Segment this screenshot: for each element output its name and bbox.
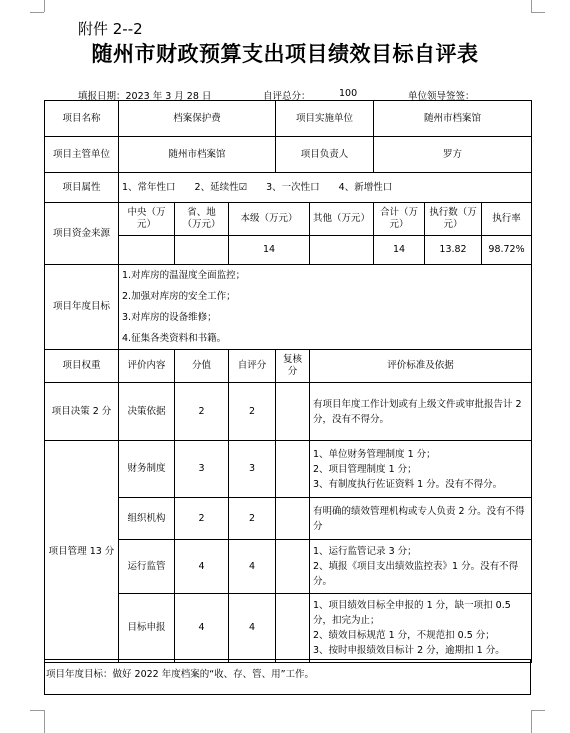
impl-unit-label: 项目实施单位 xyxy=(276,101,374,137)
goal-item: 4.征集各类资料和书籍。 xyxy=(122,333,227,344)
fund-value xyxy=(310,236,374,265)
supervisor: 随州市档案馆 xyxy=(119,137,276,173)
project-name-label: 项目名称 xyxy=(45,101,119,137)
header-self-score: 自评分 xyxy=(229,350,276,383)
attr-options: 1、常年性口 2、延续性☑ 3、一次性口 4、新增性口 xyxy=(119,173,532,203)
criteria-line: 2、绩效目标规范 1 分，不规范扣 0.5 分； xyxy=(313,630,495,641)
evaluation-table xyxy=(44,100,532,663)
item-criteria xyxy=(310,540,532,594)
leader: 罗方 xyxy=(374,137,532,173)
crop-mark xyxy=(44,0,45,12)
self-score-label: 自评总分： xyxy=(263,91,311,102)
criteria-line: 有项目年度工作计划或有上级文件或审批报告计 2 分，没有不得分。 xyxy=(313,398,522,425)
leader-sign-label: 单位领导签签： xyxy=(408,91,475,102)
item-criteria xyxy=(310,498,532,540)
crop-mark xyxy=(30,710,44,711)
criteria-line: 3、按时申报绩效目标计 2 分，逾期扣 1 分。 xyxy=(313,645,505,656)
goal-label: 项目年度目标 xyxy=(45,265,119,350)
item-score: 4 xyxy=(175,540,229,594)
criteria-line: 1、项目绩效目标全申报的 1 分，缺一项扣 0.5 分，扣完为止； xyxy=(313,600,511,626)
footer-goal: 项目年度目标：做好 2022 年度档案的“收、存、管、用”工作。 xyxy=(46,669,315,680)
goal-item: 3.对库房的设备维修； xyxy=(122,312,217,323)
item-review xyxy=(276,441,310,498)
item-score: 2 xyxy=(175,498,229,540)
item-review xyxy=(276,383,310,441)
fund-header: 合计（万元） xyxy=(374,203,425,236)
fund-header: 执行数（万元） xyxy=(425,203,482,236)
header-score: 分值 xyxy=(175,350,229,383)
item-review xyxy=(276,540,310,594)
group-name: 项目决策 2 分 xyxy=(45,383,119,441)
crop-mark xyxy=(531,12,545,13)
item-criteria xyxy=(310,441,532,498)
item-self-score: 4 xyxy=(229,594,276,663)
crop-mark xyxy=(531,0,532,12)
fill-date: 填报日期：2023 年 3 月 28 日 xyxy=(78,91,212,102)
item-self-score: 4 xyxy=(229,540,276,594)
fund-value: 14 xyxy=(229,236,310,265)
goal-list xyxy=(119,265,532,350)
criteria-line: 1、运行监管记录 3 分； xyxy=(313,546,417,557)
item-review xyxy=(276,594,310,663)
item-criteria xyxy=(310,594,532,663)
fund-value xyxy=(175,236,229,265)
item-criteria xyxy=(310,383,532,441)
item-self-score: 2 xyxy=(229,383,276,441)
attr-label: 项目属性 xyxy=(45,173,119,203)
attachment-label: 附件 2--2 xyxy=(78,20,143,38)
header-content: 评价内容 xyxy=(119,350,175,383)
self-score-value: 100 xyxy=(339,88,358,99)
fund-header: 本级（万元） xyxy=(229,203,310,236)
crop-mark xyxy=(531,710,545,711)
footer-goal-box xyxy=(44,659,531,695)
item-review xyxy=(276,498,310,540)
fund-header: 省、地（万元） xyxy=(175,203,229,236)
header-criteria: 评价标准及依据 xyxy=(310,350,532,383)
goal-item: 1.对库房的温湿度全面监控； xyxy=(122,270,246,281)
supervisor-label: 项目主管单位 xyxy=(45,137,119,173)
crop-mark xyxy=(30,12,44,13)
impl-unit: 随州市档案馆 xyxy=(374,101,532,137)
fund-value: 14 xyxy=(374,236,425,265)
criteria-line: 3、有制度执行佐证资料 1 分。没有不得分。 xyxy=(313,478,503,490)
item-score: 2 xyxy=(175,383,229,441)
item-score: 3 xyxy=(175,441,229,498)
fund-header: 执行率 xyxy=(482,203,532,236)
fund-value: 98.72% xyxy=(482,236,532,265)
fund-value: 13.82 xyxy=(425,236,482,265)
header-review: 复核分 xyxy=(276,350,310,383)
page-title: 随州市财政预算支出项目绩效目标自评表 xyxy=(91,42,479,66)
criteria-line: 2、填报《项目支出绩效监控表》1 分。没有不得分。 xyxy=(313,561,519,587)
item-content: 运行监管 xyxy=(119,540,175,594)
fund-label: 项目资金来源 xyxy=(45,203,119,265)
item-score: 4 xyxy=(175,594,229,663)
fund-header: 中央（万元） xyxy=(119,203,175,236)
crop-mark xyxy=(531,710,532,733)
criteria-line: 2、项目管理制度 1 分； xyxy=(313,463,417,475)
header-weight: 项目权重 xyxy=(45,350,119,383)
crop-mark xyxy=(44,710,45,733)
criteria-line: 1、单位财务管理制度 1 分； xyxy=(313,448,436,460)
item-content: 财务制度 xyxy=(119,441,175,498)
criteria-line: 有明确的绩效管理机构或专人负责 2 分。没有不得分 xyxy=(313,505,525,532)
item-content: 组织机构 xyxy=(119,498,175,540)
item-self-score: 2 xyxy=(229,498,276,540)
item-content: 决策依据 xyxy=(119,383,175,441)
item-self-score: 3 xyxy=(229,441,276,498)
fund-value xyxy=(119,236,175,265)
group-name: 项目管理 13 分 xyxy=(45,441,119,663)
leader-label: 项目负责人 xyxy=(276,137,374,173)
fund-header: 其他（万元） xyxy=(310,203,374,236)
project-name: 档案保护费 xyxy=(119,101,276,137)
item-content: 目标申报 xyxy=(119,594,175,663)
goal-item: 2.加强对库房的安全工作； xyxy=(122,291,236,302)
